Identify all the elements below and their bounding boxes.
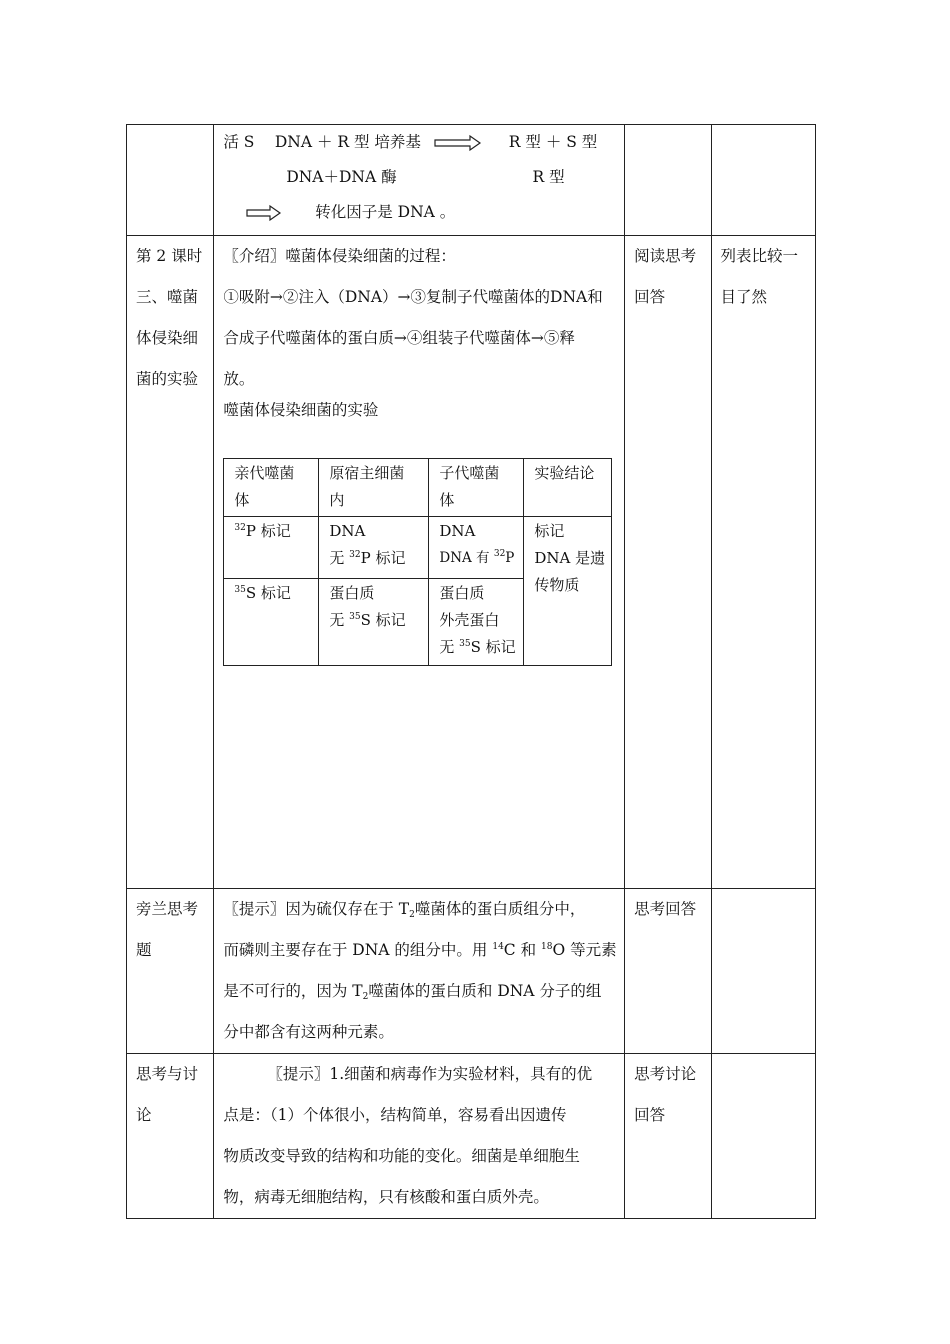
cell-text: S 标记 [245,584,291,602]
superscript: 14 [492,942,504,952]
row3-purpose [711,889,815,1054]
cell-text: 无 [329,549,350,567]
row3-content [214,889,625,1054]
transform-line-2 [223,160,618,195]
activity-text: 阅读思考 [634,247,697,265]
cell-host-protein [319,579,429,666]
hint-text: 〖提示〗因为硫仅存在于 T [223,900,410,918]
header-host-bacteria [319,459,429,517]
text-result-rs: R 型 ＋ S 型 [508,133,598,151]
discussion-line: 点是：（1）个体很小，结构简单，容易看出因遗传 [223,1106,567,1124]
cell-p32-label [224,517,319,579]
cell-text [234,580,318,607]
superscript: 18 [541,942,553,952]
label-line: 菌的实验 [136,370,199,388]
hint-text: 噬菌体的蛋白质组分中， [414,900,586,918]
cell-text: 无 [439,638,460,656]
superscript: 35 [349,612,361,622]
row2-content [214,236,625,889]
superscript: 35 [459,639,471,649]
cell-s35-label [224,579,319,666]
row2-section-label [127,236,214,889]
cell-text [234,518,318,545]
label-line: 论 [136,1106,152,1124]
row4-activity [625,1054,711,1219]
transform-line-3 [223,195,618,230]
row4-content [214,1054,625,1219]
process-steps-line: 合成子代噬菌体的蛋白质→④组装子代噬菌体→⑤释 [223,329,575,347]
header-text: 实验结论 [534,464,595,482]
row3-section-label [127,889,214,1054]
cell-text: DNA 是遗 [534,549,606,567]
superscript: 32 [234,523,246,533]
text-result-r: R 型 [532,168,565,186]
table-row [224,459,612,517]
header-offspring-phage [429,459,524,517]
row2-purpose [711,236,815,889]
process-steps-line: 放。 [223,370,255,388]
cell-conclusion [524,517,612,666]
subscript: 2 [362,992,369,1002]
cell-offspring-protein [429,579,524,666]
hint-text: O 等元素 [552,941,617,959]
hollow-arrow-icon [434,134,482,152]
cell-text [439,634,523,661]
row3-activity [625,889,711,1054]
cell-text: 标记 [534,522,565,540]
purpose-text: 列表比较一 [720,247,799,265]
row1-col4 [711,125,815,236]
row4-section-label [127,1054,214,1219]
purpose-text: 目了然 [720,288,768,306]
row2-activity [625,236,711,889]
cell-text: 传物质 [534,576,580,594]
label-line: 旁兰思考 [136,900,199,918]
table-row [127,889,816,1054]
cell-text: P 标记 [245,522,291,540]
label-line: 三、噬菌 [136,288,199,306]
hint-text: 是不可行的，因为 T [223,982,363,1000]
activity-text: 思考回答 [634,900,697,918]
cell-text: 无 [329,611,350,629]
header-text: 内 [329,491,345,509]
cell-host-dna [319,517,429,579]
hint-text: 而磷则主要存在于 DNA 的组分中。用 [223,941,493,959]
table-row [224,517,612,579]
superscript: 35 [234,585,246,595]
activity-text: 思考讨论 [634,1065,697,1083]
row1-content [214,125,625,236]
lesson-table [126,124,816,1219]
hint-line: 分中都含有这两种元素。 [223,1023,394,1041]
cell-text [329,607,428,634]
discussion-line: 物质改变导致的结构和功能的变化。细菌是单细胞生 [223,1147,580,1165]
experiment-table [223,458,612,666]
superscript: 32 [493,549,506,559]
cell-text: S 标记 [360,611,406,629]
header-text: 原宿主细菌 [329,464,405,482]
cell-text: P 标记 [360,549,406,567]
subscript: 2 [409,910,415,920]
row1-col3 [625,125,711,236]
cell-text [439,545,523,572]
experiment-subtitle: 噬菌体侵染细菌的实验 [223,401,379,419]
cell-text: P [505,550,515,566]
superscript: 32 [349,550,361,560]
hint-text: C 和 [503,941,542,959]
header-text: 子代噬菌 [439,464,500,482]
header-text: 亲代噬菌 [234,464,295,482]
cell-text: DNA [329,522,366,540]
table-row [127,1054,816,1219]
cell-text: 蛋白质 [439,584,485,602]
label-line: 思考与讨 [136,1065,199,1083]
hint-line [223,971,618,1012]
table-row [127,125,816,236]
row4-purpose [711,1054,815,1219]
header-text: 体 [439,491,455,509]
label-line: 体侵染细 [136,329,199,347]
label-line: 题 [136,941,152,959]
intro-text: 〖介绍〗噬菌体侵染细菌的过程： [223,247,456,265]
cell-text: 外壳蛋白 [439,611,500,629]
cell-text: S 标记 [470,638,516,656]
cell-text [329,545,428,572]
cell-offspring-dna [429,517,524,579]
activity-text: 回答 [634,1106,666,1124]
label-line: 第 2 课时 [136,247,203,265]
cell-text: DNA 有 [439,550,494,566]
discussion-line: 〖提示〗1.细菌和病毒作为实验材料，具有的优 [267,1065,593,1083]
header-text: 体 [234,491,250,509]
table-row [127,236,816,889]
hint-text: 噬菌体的蛋白质和 DNA 分子的组 [368,982,602,1000]
transform-line-1 [223,125,618,160]
text-transform-factor: 转化因子是 DNA 。 [315,203,456,221]
text-live-s-dna: 活 S DNA ＋ R 型 培养基 [223,133,421,151]
header-conclusion [524,459,612,517]
discussion-line: 物，病毒无细胞结构，只有核酸和蛋白质外壳。 [223,1188,549,1206]
row1-col1 [127,125,214,236]
cell-text: DNA [439,522,476,540]
process-steps-line: ①吸附→②注入（DNA）→③复制子代噬菌体的DNA和 [223,288,603,306]
hint-line [223,889,618,930]
text-dna-enzyme: DNA＋DNA 酶 [286,168,397,186]
activity-text: 回答 [634,288,666,306]
hint-line [223,930,618,971]
cell-text: 蛋白质 [329,584,375,602]
hollow-arrow-icon [246,204,282,222]
header-parent-phage [224,459,319,517]
